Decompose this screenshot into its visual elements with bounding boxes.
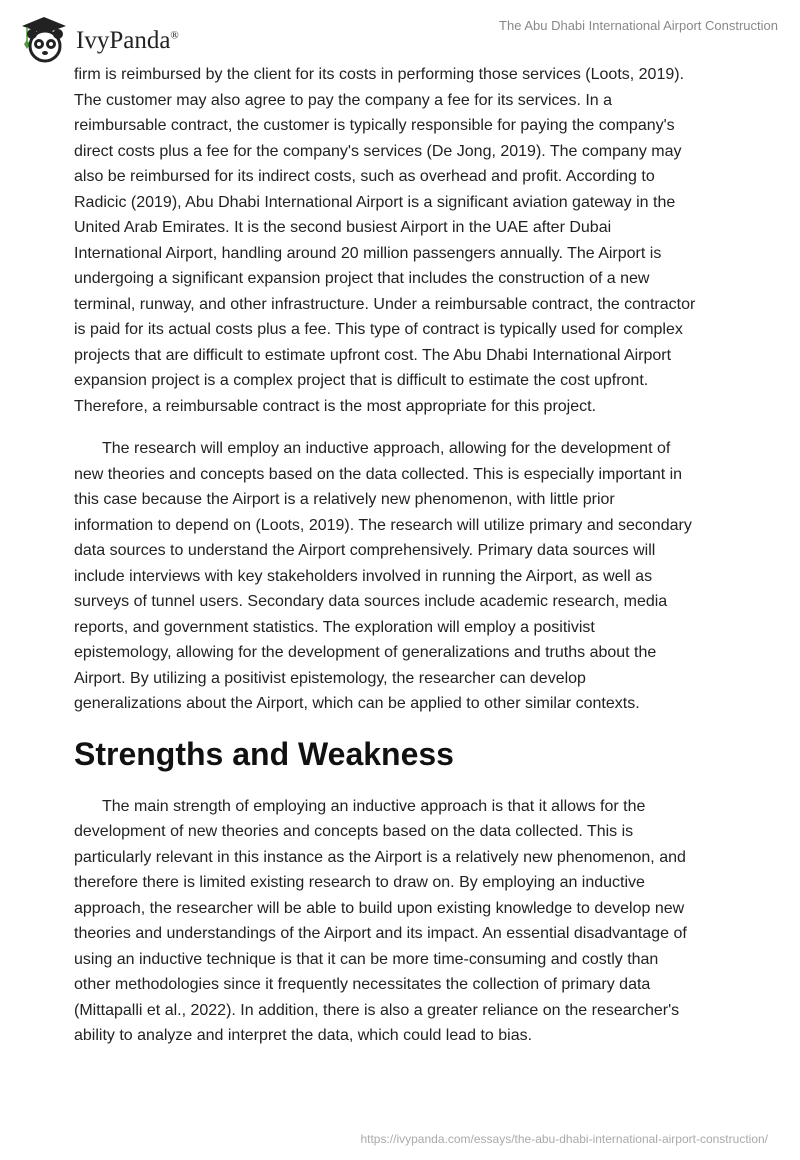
paragraph [74, 794, 754, 1049]
panda-graduate-icon [18, 12, 70, 64]
paragraph-line: undergoing a significant expansion project that includes the construction of a new [74, 270, 650, 287]
paragraph-line: expansion project is a complex project that is difficult to estimate the cost upfront. [74, 372, 649, 389]
paragraph-line: surveys of tunnel users. Secondary data sources include academic research, media [74, 593, 668, 610]
essay-body [74, 62, 754, 1066]
essay-section-2 [74, 794, 754, 1049]
paragraph-line: The customer may also agree to pay the company a fee for its services. In a [74, 91, 613, 109]
paragraph-line: approach, the researcher will be able to build upon existing knowledge to develop new [74, 899, 685, 917]
paragraph-line: this case because the Airport is a relatively new phenomenon, with little prior [74, 491, 615, 508]
paragraph-line: therefore there is limited existing research to draw on. By employing an inductive [74, 874, 645, 891]
paragraph-line: terminal, runway, and other infrastructure. Under a reimbursable contract, the contractor [74, 295, 696, 313]
paragraph-line: United Arab Emirates. It is the second busiest Airport in the UAE after Dubai [74, 219, 612, 236]
section-heading: Strengths and Weakness [74, 735, 454, 772]
paragraph-line: The main strength of employing an inductive approach is that it allows for the [102, 797, 646, 815]
paragraph-line: Airport. By utilizing a positivist epistemology, the researcher can develop [74, 669, 586, 687]
paragraph-line: information to depend on (Loots, 2019). The research will utilize primary and secondary [74, 516, 692, 534]
paragraph-line: using an inductive technique is that it can be more time-consuming and costly than [74, 950, 659, 968]
paragraph-line: is paid for its actual costs plus a fee. This type of contract is typically used for complex [74, 321, 683, 338]
paragraph-line: The research will employ an inductive approach, allowing for the development of [102, 440, 671, 457]
paragraph-line: Therefore, a reimbursable contract is the most appropriate for this project. [74, 397, 597, 415]
document-title: The Abu Dhabi International Airport Construction [499, 18, 778, 33]
paragraph-line: new theories and concepts based on the data collected. This is especially important in [74, 465, 683, 483]
paragraph-line: data sources to understand the Airport comprehensively. Primary data sources will [74, 542, 656, 559]
essay-section-1 [74, 62, 754, 717]
paragraph-line: also be reimbursed for its indirect costs, such as overhead and profit. According to [74, 168, 655, 185]
paragraph-line: projects that are difficult to estimate upfront cost. The Abu Dhabi International Airport [74, 346, 672, 364]
paragraph-line: epistemology, allowing for the development of generalizations and truths about the [74, 644, 657, 661]
ivypanda-logo[interactable] [18, 12, 179, 64]
paragraph-line: include interviews with key stakeholders involved in running the Airport, as well as [74, 567, 653, 585]
brand-name: IvyPanda® [76, 27, 179, 54]
paragraph-line: ability to analyze and interpret the data, which could lead to bias. [74, 1027, 533, 1044]
paragraph-line: firm is reimbursed by the client for its costs in performing those services (Loots, 2019). [74, 66, 685, 83]
source-url[interactable]: https://ivypanda.com/essays/the-abu-dhabi-international-airport-construction/ [360, 1132, 768, 1146]
paragraph-line: reimbursable contract, the customer is typically responsible for paying the company's [74, 117, 675, 134]
paragraph-line: theories and understandings of the Airport and its impact. An essential disadvantage of [74, 925, 687, 942]
paragraph-line: (Mittapalli et al., 2022). In addition, there is also a greater reliance on the researcher's [74, 1001, 680, 1019]
paragraph-line: particularly relevant in this instance as the Airport is a relatively new phenomenon, and [74, 848, 686, 866]
paragraph-line: generalizations about the Airport, which can be applied to other similar contexts. [74, 695, 640, 712]
paragraph-line: reports, and government statistics. The exploration will employ a positivist [74, 618, 595, 636]
paragraph-line: other methodologies since it frequently necessitates the collection of primary data [74, 976, 651, 993]
paragraph-line: Radicic (2019), Abu Dhabi International Airport is a significant aviation gateway in the [74, 193, 676, 211]
paragraph [74, 436, 754, 717]
paragraph [74, 62, 754, 419]
paragraph-line: International Airport, handling around 20 million passengers annually. The Airport is [74, 244, 662, 262]
paragraph-line: development of new theories and concepts based on the data collected. This is [74, 823, 634, 840]
paragraph-line: direct costs plus a fee for the company's services (De Jong, 2019). The company may [74, 142, 682, 160]
